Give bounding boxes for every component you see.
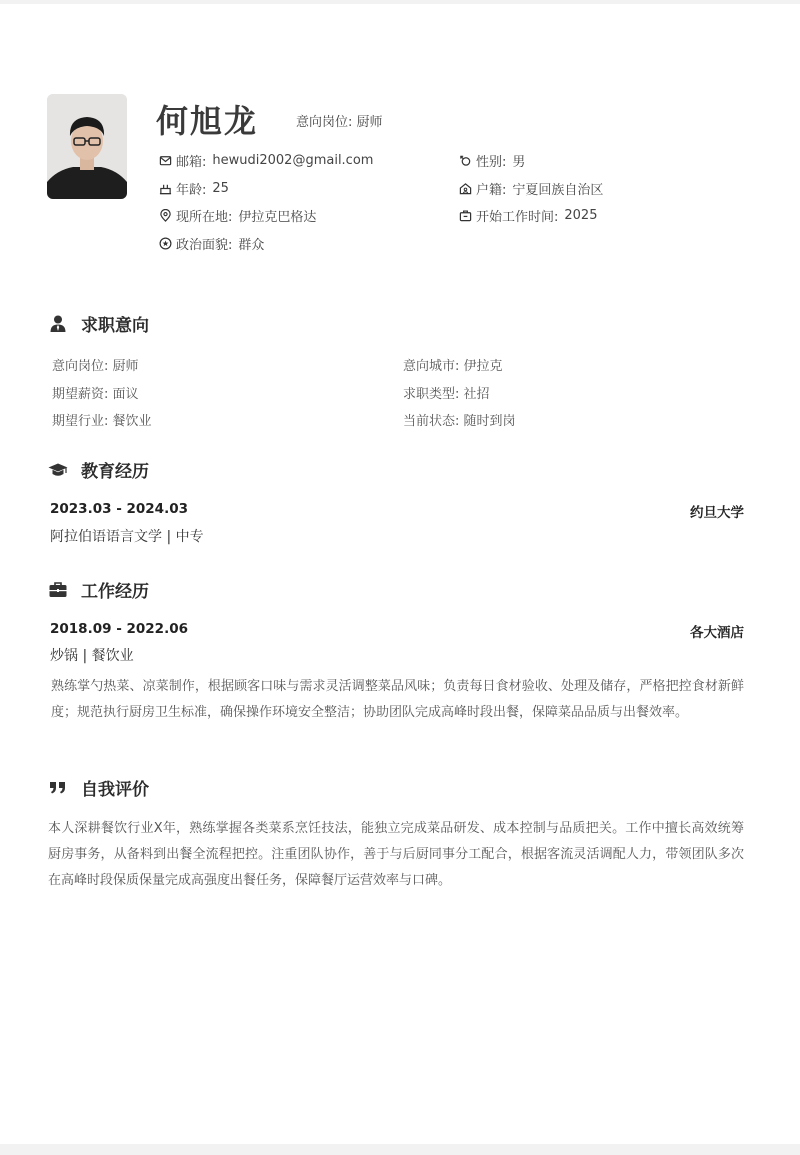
- location-value: 伊拉克巴格达: [238, 210, 317, 225]
- cake-icon: [159, 182, 172, 195]
- work-start-label: 开始工作时间:: [476, 210, 559, 225]
- self-eval-text: 本人深耕餐饮行业X年，熟练掌握各类菜系烹饪技法，能独立完成菜品研发、成本控制与品质把关。工作中擅长高效统筹厨房事务，从备料到出餐全流程把控。注重团队协作，善于与后厨同事分工配合，根据客流灵活调配人力，带领团队多次在高峰时段保质保量完成高强度出餐任务，保障餐厅运营效率与口碑。: [48, 821, 744, 888]
- work-description: 熟练掌勺热菜、凉菜制作，根据顾客口味与需求灵活调整菜品风味；负责每日食材验收、处理及储存，严格把控食材新鲜度；规范执行厨房卫生标准，确保操作环境安全整洁；协助团队完成高峰时段出餐，保障菜品品质与出餐效率。: [51, 679, 744, 720]
- mail-icon: [159, 154, 172, 167]
- hukou-row: [459, 179, 603, 198]
- intent-position: 意向岗位: 厨师: [296, 115, 383, 130]
- email-value[interactable]: hewudi2002@gmail.com: [212, 153, 374, 168]
- briefcase-small-icon: [459, 209, 472, 222]
- age-label: 年龄:: [176, 183, 207, 198]
- profile-photo: [47, 94, 127, 199]
- self-eval-title: 自我评价: [81, 780, 149, 800]
- home-icon: [459, 182, 472, 195]
- education-school: 约旦大学: [690, 505, 744, 521]
- work-title: 工作经历: [81, 582, 149, 602]
- work-detail: 炒锅 | 餐饮业: [50, 648, 134, 664]
- work-date: 2018.09 - 2022.06: [50, 621, 188, 637]
- age-row: [159, 179, 229, 198]
- work-company: 各大酒店: [690, 625, 744, 641]
- email-row: [159, 151, 373, 170]
- hukou-value: 宁夏回族自治区: [512, 183, 604, 198]
- job-intent-title: 求职意向: [81, 316, 149, 336]
- intent-city-item: 意向城市: 伊拉克: [403, 359, 503, 374]
- politics-value: 群众: [238, 238, 265, 253]
- job-type-item: 求职类型: 社招: [403, 387, 490, 402]
- email-label: 邮箱:: [176, 155, 207, 170]
- graduation-cap-icon: [48, 460, 68, 480]
- quote-icon: [48, 778, 68, 798]
- expected-industry-item: 期望行业: 餐饮业: [52, 414, 152, 429]
- gender-value: 男: [512, 155, 526, 170]
- gender-label: 性别:: [476, 155, 507, 170]
- education-title: 教育经历: [81, 462, 149, 482]
- candidate-name: 何旭龙: [156, 102, 259, 140]
- education-date: 2023.03 - 2024.03: [50, 501, 188, 517]
- user-icon: [48, 314, 68, 334]
- job-intent-heading: [48, 311, 149, 336]
- gender-icon: [459, 154, 472, 167]
- self-eval-heading: [48, 775, 149, 800]
- gender-row: [459, 151, 525, 170]
- current-status-item: 当前状态: 随时到岗: [403, 414, 516, 429]
- age-value: 25: [212, 181, 229, 196]
- resume-page: [0, 4, 800, 1144]
- location-pin-icon: [159, 209, 172, 222]
- badge-star-icon: [159, 237, 172, 250]
- intent-position-item: 意向岗位: 厨师: [52, 359, 139, 374]
- location-label: 现所在地:: [176, 210, 233, 225]
- expected-salary-item: 期望薪资: 面议: [52, 387, 139, 402]
- education-heading: [48, 457, 149, 482]
- work-heading: [48, 577, 149, 602]
- hukou-label: 户籍:: [476, 183, 507, 198]
- location-row: [159, 206, 316, 225]
- work-start-row: [459, 206, 597, 225]
- education-detail: 阿拉伯语语言文学 | 中专: [50, 529, 204, 545]
- briefcase-icon: [48, 580, 68, 600]
- politics-label: 政治面貌:: [176, 238, 233, 253]
- politics-row: [159, 234, 264, 253]
- work-start-value: 2025: [564, 208, 598, 223]
